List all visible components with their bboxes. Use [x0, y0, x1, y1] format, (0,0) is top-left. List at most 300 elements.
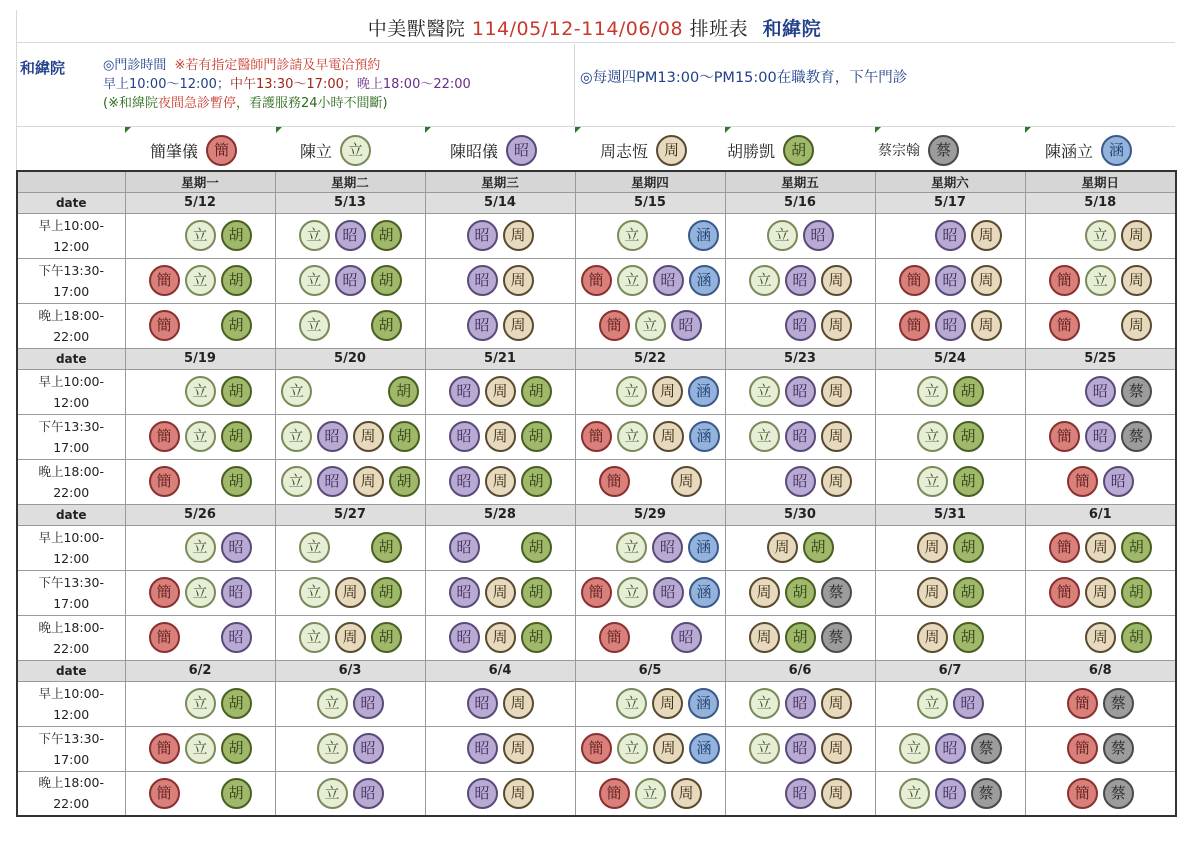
doctor-badge-zhou: 周: [1121, 310, 1152, 341]
doctor-badge-zhao: 昭: [353, 688, 384, 719]
empty-slot: [149, 220, 180, 251]
date-cell: 6/8: [1025, 660, 1176, 681]
doctor-badge-hu: 胡: [803, 532, 834, 563]
doctor-badge-han: 涵: [689, 577, 720, 608]
shift-label: 晚上18:00- 22:00: [17, 459, 125, 504]
doctor-badge-li: 立: [185, 688, 216, 719]
doctor-badge-zhou: 周: [821, 265, 852, 296]
date-cell: 5/19: [125, 348, 275, 369]
doctor-badge-hu: 胡: [521, 577, 552, 608]
weekday-header: 星期六: [875, 171, 1025, 192]
shift-row: [17, 369, 1176, 414]
doctor-badge-hu: 胡: [371, 532, 402, 563]
doctor-badge-hu: 胡: [389, 421, 420, 452]
schedule-cell: [875, 459, 1025, 504]
date-row: [17, 504, 1176, 525]
doctor-badge-zhou: 周: [503, 310, 534, 341]
empty-slot: [353, 376, 384, 407]
doctor-badge-cai: 蔡: [928, 135, 959, 166]
doctor-badge-zhao: 昭: [652, 532, 683, 563]
date-label: date: [17, 192, 125, 213]
schedule-cell: [125, 771, 275, 816]
legend-item-han: [1045, 132, 1132, 168]
schedule-cell: [1025, 525, 1176, 570]
doctor-badge-jian: 簡: [149, 310, 180, 341]
schedule-cell: [275, 459, 425, 504]
schedule-cell: [875, 570, 1025, 615]
doctor-badge-li: 立: [299, 220, 330, 251]
empty-slot: [899, 220, 930, 251]
schedule-cell: [575, 303, 725, 348]
doctor-badge-li: 立: [185, 265, 216, 296]
weekday-header: 星期日: [1025, 171, 1176, 192]
doctor-badge-hu: 胡: [953, 532, 984, 563]
doctor-badge-zhao: 昭: [785, 421, 816, 452]
cell-marker: [725, 127, 731, 133]
schedule-cell: [875, 726, 1025, 771]
doctor-badge-zhou: 周: [653, 733, 684, 764]
date-label: date: [17, 660, 125, 681]
empty-slot: [635, 622, 666, 653]
doctor-badge-jian: 簡: [899, 310, 930, 341]
doctor-badge-zhou: 周: [653, 421, 684, 452]
empty-slot: [1049, 220, 1080, 251]
doctor-badge-cai: 蔡: [1103, 733, 1134, 764]
schedule-cell: [125, 459, 275, 504]
header-corner: [17, 171, 125, 192]
hours-line: [103, 75, 471, 94]
doctor-badge-li: 立: [185, 532, 216, 563]
doctor-badge-zhou: 周: [485, 421, 516, 452]
empty-slot: [335, 310, 366, 341]
doctor-badge-zhou: 周: [821, 778, 852, 809]
doctor-badge-hu: 胡: [389, 466, 420, 497]
doctor-badge-hu: 胡: [371, 310, 402, 341]
shift-label: 晚上18:00- 22:00: [17, 771, 125, 816]
date-cell: 5/23: [725, 348, 875, 369]
date-cell: 6/7: [875, 660, 1025, 681]
doctor-badge-hu: 胡: [1121, 622, 1152, 653]
date-cell: 5/13: [275, 192, 425, 213]
doctor-badge-zhao: 昭: [467, 688, 498, 719]
schedule-cell: [275, 726, 425, 771]
doctor-badge-zhou: 周: [353, 466, 384, 497]
schedule-cell: [125, 570, 275, 615]
shift-row: [17, 615, 1176, 660]
empty-slot: [335, 532, 366, 563]
empty-slot: [653, 220, 684, 251]
doctor-badge-jian: 簡: [1067, 688, 1098, 719]
doctor-badge-zhao: 昭: [449, 577, 480, 608]
doctor-badge-cai: 蔡: [1121, 421, 1152, 452]
schedule-cell: [725, 303, 875, 348]
empty-slot: [185, 466, 216, 497]
doctor-badge-zhao: 昭: [935, 265, 966, 296]
doctor-badge-zhao: 昭: [785, 265, 816, 296]
schedule-cell: [125, 525, 275, 570]
cell-marker: [1025, 127, 1031, 133]
doctor-badge-han: 涵: [688, 532, 719, 563]
doctor-badge-zhou: 周: [503, 733, 534, 764]
schedule-cell: [725, 615, 875, 660]
doctor-badge-li: 立: [185, 220, 216, 251]
empty-slot: [749, 466, 780, 497]
doctor-badge-li: 立: [899, 778, 930, 809]
legend-doctor-name: 周志恆: [600, 141, 649, 161]
empty-slot: [749, 310, 780, 341]
doctor-badge-hu: 胡: [1121, 577, 1152, 608]
schedule-cell: [1025, 726, 1176, 771]
doctor-badge-jian: 簡: [899, 265, 930, 296]
notice-line: [103, 94, 471, 113]
doctor-badge-zhao: 昭: [467, 220, 498, 251]
doctor-badge-cai: 蔡: [1103, 688, 1134, 719]
schedule-cell: [575, 615, 725, 660]
date-cell: 5/27: [275, 504, 425, 525]
date-cell: 5/29: [575, 504, 725, 525]
doctor-badge-hu: 胡: [521, 532, 552, 563]
doctor-badge-li: 立: [749, 733, 780, 764]
doctor-badge-li: 立: [317, 778, 348, 809]
schedule-cell: [575, 459, 725, 504]
schedule-cell: [875, 258, 1025, 303]
empty-slot: [185, 622, 216, 653]
empty-slot: [485, 532, 516, 563]
doctor-badge-zhou: 周: [1085, 532, 1116, 563]
doctor-badge-hu: 胡: [953, 466, 984, 497]
doctor-badge-jian: 簡: [206, 135, 237, 166]
doctor-badge-li: 立: [917, 376, 948, 407]
schedule-cell: [125, 258, 275, 303]
schedule-cell: [425, 414, 575, 459]
doctor-badge-li: 立: [616, 532, 647, 563]
doctor-badge-hu: 胡: [221, 265, 252, 296]
shift-label: 下午13:30- 17:00: [17, 726, 125, 771]
doctor-badge-zhou: 周: [917, 622, 948, 653]
schedule-cell: [425, 726, 575, 771]
clinic-hours-info: [103, 56, 471, 113]
doctor-badge-zhao: 昭: [785, 376, 816, 407]
date-cell: 6/3: [275, 660, 425, 681]
doctor-badge-zhou: 周: [656, 135, 687, 166]
doctor-badge-han: 涵: [688, 376, 719, 407]
doctor-badge-zhao: 昭: [935, 220, 966, 251]
doctor-badge-han: 涵: [689, 421, 720, 452]
doctor-badge-li: 立: [299, 622, 330, 653]
shift-label: 晚上18:00- 22:00: [17, 303, 125, 348]
shift-row: [17, 414, 1176, 459]
doctor-badge-li: 立: [617, 733, 648, 764]
cell-marker: [575, 127, 581, 133]
doctor-badge-zhao: 昭: [785, 733, 816, 764]
doctor-badge-hu: 胡: [388, 376, 419, 407]
empty-slot: [581, 376, 611, 407]
legend-item-cai: [878, 132, 959, 168]
doctor-badge-zhao: 昭: [221, 622, 252, 653]
doctor-badge-li: 立: [635, 778, 666, 809]
schedule-cell: [425, 615, 575, 660]
notice-highlight: 夜間急診暫停: [157, 96, 236, 111]
doctor-badge-hu: 胡: [783, 135, 814, 166]
date-cell: 6/2: [125, 660, 275, 681]
doctor-badge-jian: 簡: [1067, 466, 1098, 497]
cell-marker: [276, 127, 282, 133]
empty-slot: [149, 688, 180, 719]
date-cell: 5/21: [425, 348, 575, 369]
doctor-badge-zhao: 昭: [221, 532, 252, 563]
doctor-badge-hu: 胡: [521, 421, 552, 452]
doctor-badge-zhou: 周: [671, 466, 702, 497]
shift-label: 下午13:30- 17:00: [17, 570, 125, 615]
doctor-badge-jian: 簡: [1067, 778, 1098, 809]
weekday-header: 星期一: [125, 171, 275, 192]
schedule-cell: [1025, 369, 1176, 414]
doctor-badge-zhou: 周: [353, 421, 384, 452]
date-label: date: [17, 504, 125, 525]
doctor-badge-jian: 簡: [581, 577, 612, 608]
legend-item-li: [300, 132, 371, 168]
legend-doctor-name: 簡肇儀: [150, 141, 199, 161]
empty-slot: [1085, 310, 1116, 341]
doctor-badge-cai: 蔡: [1103, 778, 1134, 809]
shift-row: [17, 771, 1176, 816]
doctor-badge-jian: 簡: [581, 421, 612, 452]
doctor-badge-han: 涵: [689, 265, 720, 296]
shift-row: [17, 459, 1176, 504]
schedule-cell: [275, 615, 425, 660]
schedule-cell: [275, 303, 425, 348]
doctor-badge-cai: 蔡: [971, 778, 1002, 809]
doctor-badge-hu: 胡: [521, 622, 552, 653]
doctor-badge-li: 立: [299, 265, 330, 296]
shift-row: [17, 258, 1176, 303]
doctor-badge-li: 立: [767, 220, 798, 251]
doctor-badge-zhou: 周: [821, 376, 852, 407]
doctor-badge-hu: 胡: [785, 622, 816, 653]
date-cell: 5/14: [425, 192, 575, 213]
doctor-badge-zhou: 周: [971, 310, 1002, 341]
shift-label: 下午13:30- 17:00: [17, 414, 125, 459]
date-cell: 5/16: [725, 192, 875, 213]
date-cell: 6/4: [425, 660, 575, 681]
schedule-cell: [125, 213, 275, 258]
schedule-cell: [275, 681, 425, 726]
doctor-badge-cai: 蔡: [1121, 376, 1152, 407]
date-cell: 6/6: [725, 660, 875, 681]
schedule-cell: [575, 414, 725, 459]
schedule-cell: [425, 258, 575, 303]
shift-label: 早上10:00- 12:00: [17, 213, 125, 258]
schedule-cell: [1025, 459, 1176, 504]
doctor-badge-zhao: 昭: [1103, 466, 1134, 497]
doctor-badge-zhou: 周: [767, 532, 798, 563]
doctor-badge-hu: 胡: [221, 778, 252, 809]
doctor-badge-zhao: 昭: [449, 622, 480, 653]
schedule-cell: [275, 369, 425, 414]
empty-slot: [185, 310, 216, 341]
doctor-badge-zhou: 周: [821, 688, 852, 719]
doctor-badge-li: 立: [617, 265, 648, 296]
doctor-badge-han: 涵: [689, 733, 720, 764]
schedule-cell: [575, 525, 725, 570]
date-cell: 6/1: [1025, 504, 1176, 525]
doctor-badge-hu: 胡: [953, 376, 984, 407]
doctor-badge-hu: 胡: [371, 220, 402, 251]
doctor-badge-han: 涵: [688, 688, 719, 719]
schedule-cell: [425, 681, 575, 726]
doctor-badge-zhao: 昭: [335, 265, 366, 296]
schedule-cell: [575, 771, 725, 816]
schedule-cell: [725, 570, 875, 615]
schedule-cell: [125, 726, 275, 771]
doctor-badge-li: 立: [185, 376, 216, 407]
doctor-badge-zhou: 周: [503, 778, 534, 809]
title-suffix: 排班表: [689, 18, 749, 40]
schedule-cell: [725, 771, 875, 816]
page-title: [0, 14, 1189, 41]
shift-label: 晚上18:00- 22:00: [17, 615, 125, 660]
empty-slot: [149, 532, 180, 563]
doctor-badge-li: 立: [617, 577, 648, 608]
doctor-badge-li: 立: [281, 376, 312, 407]
doctor-badge-li: 立: [616, 688, 647, 719]
shift-row: [17, 525, 1176, 570]
schedule-cell: [275, 414, 425, 459]
empty-slot: [149, 376, 180, 407]
doctor-badge-li: 立: [749, 265, 780, 296]
legend-doctor-name: 陳昭儀: [450, 141, 499, 161]
schedule-cell: [125, 681, 275, 726]
schedule-cell: [725, 459, 875, 504]
hours-evening: 晚上18:00～22:00: [356, 77, 471, 92]
schedule-cell: [575, 681, 725, 726]
doctor-badge-zhao: 昭: [317, 466, 348, 497]
shift-row: [17, 726, 1176, 771]
doctor-badge-jian: 簡: [149, 778, 180, 809]
doctor-badge-jian: 簡: [599, 310, 630, 341]
doctor-badge-hu: 胡: [953, 622, 984, 653]
date-cell: 5/18: [1025, 192, 1176, 213]
schedule-cell: [425, 459, 575, 504]
schedule-cell: [275, 213, 425, 258]
doctor-badge-li: 立: [917, 688, 948, 719]
doctor-badge-li: 立: [917, 421, 948, 452]
title-date-range: 114/05/12-114/06/08: [471, 18, 684, 40]
title-branch: 和緯院: [762, 18, 822, 40]
doctor-badge-li: 立: [299, 310, 330, 341]
schedule-cell: [275, 570, 425, 615]
schedule-cell: [425, 303, 575, 348]
doctor-badge-li: 立: [317, 688, 348, 719]
date-row: [17, 660, 1176, 681]
date-cell: 5/20: [275, 348, 425, 369]
doctor-badge-zhao: 昭: [449, 421, 480, 452]
doctor-badge-zhao: 昭: [785, 778, 816, 809]
doctor-badge-jian: 簡: [149, 733, 180, 764]
schedule-cell: [275, 771, 425, 816]
schedule-cell: [875, 681, 1025, 726]
doctor-badge-zhou: 周: [821, 466, 852, 497]
doctor-badge-zhao: 昭: [449, 532, 480, 563]
date-row: [17, 348, 1176, 369]
doctor-badge-zhou: 周: [335, 577, 366, 608]
doctor-badge-hu: 胡: [221, 310, 252, 341]
legend-item-zhao: [450, 132, 537, 168]
date-cell: 5/28: [425, 504, 575, 525]
weekday-header: 星期三: [425, 171, 575, 192]
schedule-cell: [575, 369, 725, 414]
branch-label: 和緯院: [20, 59, 66, 77]
doctor-badge-cai: 蔡: [821, 622, 852, 653]
schedule-cell: [125, 303, 275, 348]
doctor-badge-cai: 蔡: [821, 577, 852, 608]
empty-slot: [581, 220, 612, 251]
weekday-header-row: [17, 171, 1176, 192]
doctor-badge-zhao: 昭: [785, 688, 816, 719]
doctor-badge-hu: 胡: [1121, 532, 1152, 563]
shift-label: 早上10:00- 12:00: [17, 525, 125, 570]
notice-suffix: ，看護服務24小時不間斷): [235, 96, 388, 111]
empty-slot: [1049, 622, 1080, 653]
schedule-cell: [575, 213, 725, 258]
doctor-badge-zhou: 周: [503, 220, 534, 251]
legend-item-zhou: [600, 132, 687, 168]
doctor-badge-zhou: 周: [821, 310, 852, 341]
schedule-cell: [1025, 414, 1176, 459]
doctor-badge-jian: 簡: [599, 466, 630, 497]
doctor-badge-li: 立: [185, 421, 216, 452]
schedule-cell: [725, 681, 875, 726]
schedule-cell: [875, 213, 1025, 258]
doctor-badge-zhou: 周: [485, 466, 516, 497]
doctor-badge-li: 立: [1085, 220, 1116, 251]
doctor-badge-li: 立: [617, 421, 648, 452]
weekday-header: 星期五: [725, 171, 875, 192]
doctor-badge-li: 立: [185, 577, 216, 608]
doctor-badge-zhou: 周: [749, 622, 780, 653]
empty-slot: [635, 466, 666, 497]
date-cell: 5/22: [575, 348, 725, 369]
doctor-badge-li: 立: [899, 733, 930, 764]
doctor-badge-zhou: 周: [1121, 265, 1152, 296]
doctor-badge-li: 立: [635, 310, 666, 341]
doctor-badge-hu: 胡: [221, 466, 252, 497]
doctor-badge-zhou: 周: [749, 577, 780, 608]
schedule-cell: [1025, 570, 1176, 615]
cell-marker: [875, 127, 881, 133]
doctor-badge-zhao: 昭: [935, 310, 966, 341]
doctor-badge-zhou: 周: [652, 376, 683, 407]
schedule-cell: [1025, 771, 1176, 816]
doctor-badge-zhao: 昭: [671, 310, 702, 341]
doctor-badge-hu: 胡: [371, 622, 402, 653]
doctor-badge-li: 立: [617, 220, 648, 251]
shift-row: [17, 303, 1176, 348]
empty-slot: [581, 532, 611, 563]
doctor-badge-zhou: 周: [917, 532, 948, 563]
doctor-badge-zhao: 昭: [317, 421, 348, 452]
doctor-badge-zhao: 昭: [803, 220, 834, 251]
doctor-badge-zhao: 昭: [785, 310, 816, 341]
doctor-badge-zhao: 昭: [935, 778, 966, 809]
date-cell: 5/17: [875, 192, 1025, 213]
schedule-cell: [425, 570, 575, 615]
doctor-badge-zhao: 昭: [671, 622, 702, 653]
doctor-badge-zhou: 周: [971, 265, 1002, 296]
doctor-badge-zhao: 昭: [467, 265, 498, 296]
legend-doctor-name: 陳立: [300, 141, 333, 161]
schedule-cell: [725, 414, 875, 459]
